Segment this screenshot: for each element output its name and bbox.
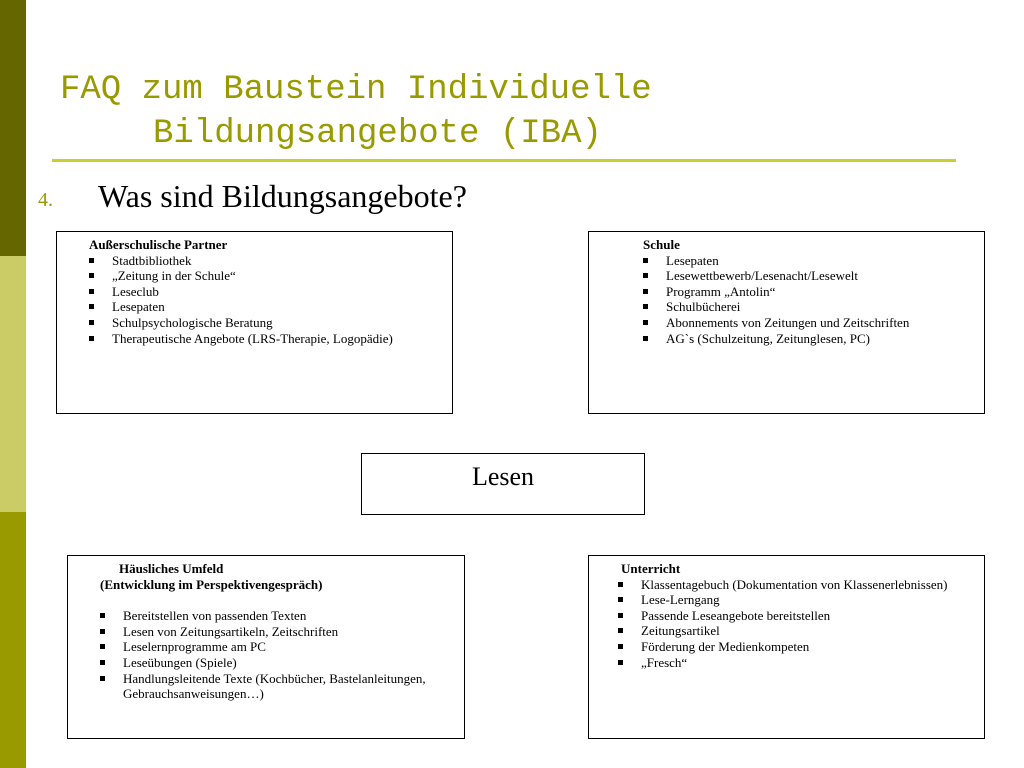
list-item: Stadtbibliothek [89,253,452,269]
box-haeusliches-umfeld [67,555,465,739]
section-heading [38,176,467,220]
side-stripe-top [0,0,26,256]
list-item: Bereitstellen von passenden Texten [100,608,464,624]
center-label: Lesen [471,462,535,491]
box-title: Unterricht [621,561,681,576]
heading-text: Was sind Bildungsangebote? [98,178,467,214]
slide-title [60,68,760,156]
box-title: Schule [643,237,680,252]
title-divider [52,159,956,162]
list-item: Förderung der Medienkompeten [618,639,984,655]
box-subtitle: (Entwicklung im Perspektivengespräch) [100,576,323,592]
list-item: Lesepaten [89,299,452,315]
list-item: Lese-Lerngang [618,592,984,608]
box-schule [588,231,985,414]
bullet-list [89,253,452,347]
side-stripe-bottom [0,512,26,768]
list-item: Lesen von Zeitungsartikeln, Zeitschriften [100,624,464,640]
list-item: Passende Leseangebote bereitstellen [618,608,984,624]
list-item: „Fresch“ [618,655,984,671]
list-item: Therapeutische Angebote (LRS-Therapie, Logopädie) [89,331,452,347]
side-stripe-middle [0,256,26,512]
list-item: „Zeitung in der Schule“ [89,268,452,284]
title-line-1: FAQ zum Baustein Individuelle [60,71,652,109]
list-item: Schulbücherei [643,299,984,315]
list-item: Leseclub [89,284,452,300]
list-item: Schulpsychologische Beratung [89,315,452,331]
list-item: AG`s (Schulzeitung, Zeitunglesen, PC) [643,331,984,347]
list-item: Abonnements von Zeitungen und Zeitschriften [643,315,984,331]
box-title: Außerschulische Partner [89,237,228,252]
center-box-lesen [361,453,645,515]
title-line-2: Bildungsangebote (IBA) [153,115,602,153]
list-item: Lesewettbewerb/Lesenacht/Lesewelt [643,268,984,284]
list-item: Leseübungen (Spiele) [100,655,464,671]
list-item: Handlungsleitende Texte (Kochbücher, Bastelanleitungen, Gebrauchsanweisungen…) [100,671,464,702]
box-unterricht [588,555,985,739]
list-item: Leselernprogramme am PC [100,639,464,655]
box-title: Häusliches Umfeld [119,561,224,576]
bullet-list [100,608,464,702]
list-item: Programm „Antolin“ [643,284,984,300]
box-ausserschulische-partner [56,231,453,414]
bullet-list [618,577,984,671]
list-item: Zeitungsartikel [618,623,984,639]
bullet-list [643,253,984,347]
heading-number: 4. [38,188,53,211]
list-item: Lesepaten [643,253,984,269]
list-item: Klassentagebuch (Dokumentation von Klassenerlebnissen) [618,577,984,593]
